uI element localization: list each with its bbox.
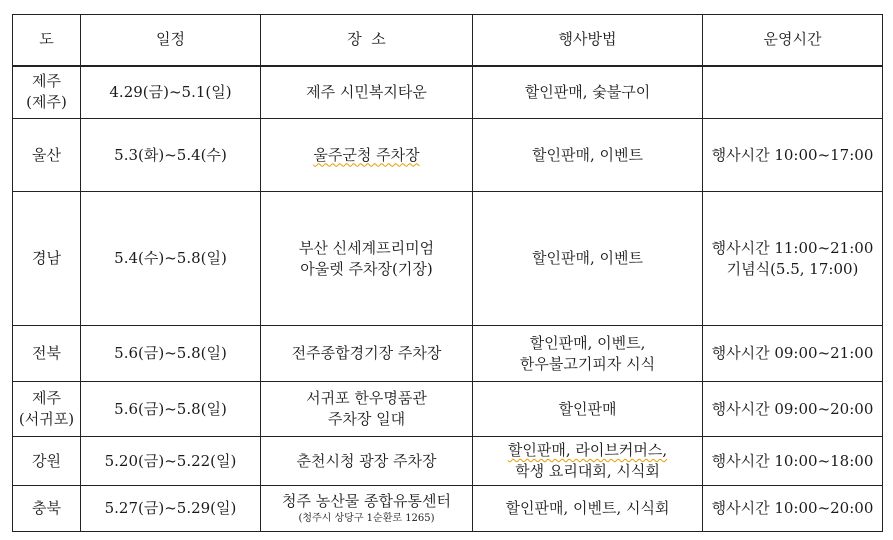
table-row xyxy=(13,192,883,326)
method-cell: 할인판매, 라이브커머스, 학생 요리대회, 시식회 xyxy=(473,437,703,486)
place-cell: 울주군청 주차장 xyxy=(261,119,473,192)
schedule-cell: 4.29(금)~5.1(일) xyxy=(81,66,261,119)
schedule-cell: 5.4(수)~5.8(일) xyxy=(81,192,261,326)
header-schedule: 일정 xyxy=(81,15,261,66)
hours-cell: 행사시간 09:00~20:00 xyxy=(703,382,883,437)
region-cell: 충북 xyxy=(13,486,81,532)
schedule-cell: 5.20(금)~5.22(일) xyxy=(81,437,261,486)
method-cell: 할인판매 xyxy=(473,382,703,437)
region-cell: 강원 xyxy=(13,437,81,486)
table-row xyxy=(13,437,883,486)
place-cell: 서귀포 한우명품관 주차장 일대 xyxy=(261,382,473,437)
schedule-cell: 5.3(화)~5.4(수) xyxy=(81,119,261,192)
region-cell: 전북 xyxy=(13,326,81,382)
region-cell: 제주 (제주) xyxy=(13,66,81,119)
schedule-cell: 5.6(금)~5.8(일) xyxy=(81,326,261,382)
method-cell: 할인판매, 이벤트, 시식회 xyxy=(473,486,703,532)
header-row xyxy=(13,15,883,66)
place-cell: 춘천시청 광장 주차장 xyxy=(261,437,473,486)
region-cell: 울산 xyxy=(13,119,81,192)
method-cell: 할인판매, 이벤트, 한우불고기피자 시식 xyxy=(473,326,703,382)
place-cell: 전주종합경기장 주차장 xyxy=(261,326,473,382)
hours-cell: 행사시간 11:00~21:00 기념식(5.5, 17:00) xyxy=(703,192,883,326)
header-hours: 운영시간 xyxy=(703,15,883,66)
header-region: 도 xyxy=(13,15,81,66)
hours-cell: 행사시간 10:00~20:00 xyxy=(703,486,883,532)
method-cell: 할인판매, 이벤트 xyxy=(473,192,703,326)
hours-cell: 행사시간 10:00~17:00 xyxy=(703,119,883,192)
hours-cell: 행사시간 09:00~21:00 xyxy=(703,326,883,382)
place-cell: 청주 농산물 종합유통센터 (청주시 상당구 1순환로 1265) xyxy=(261,486,473,532)
schedule-cell: 5.6(금)~5.8(일) xyxy=(81,382,261,437)
schedule-cell: 5.27(금)~5.29(일) xyxy=(81,486,261,532)
table-row xyxy=(13,486,883,532)
header-place: 장 소 xyxy=(261,15,473,66)
place-cell: 제주 시민복지타운 xyxy=(261,66,473,119)
place-address-note: (청주시 상당구 1순환로 1265) xyxy=(298,513,435,524)
table-row xyxy=(13,382,883,437)
region-cell: 제주 (서귀포) xyxy=(13,382,81,437)
table-row xyxy=(13,119,883,192)
method-cell: 할인판매, 숯불구이 xyxy=(473,66,703,119)
header-method: 행사방법 xyxy=(473,15,703,66)
place-cell: 부산 신세계프리미엄 아울렛 주차장(기장) xyxy=(261,192,473,326)
table-row xyxy=(13,66,883,119)
hours-cell: 행사시간 10:00~18:00 xyxy=(703,437,883,486)
method-cell: 할인판매, 이벤트 xyxy=(473,119,703,192)
region-cell: 경남 xyxy=(13,192,81,326)
event-schedule-table xyxy=(12,14,883,532)
table-row xyxy=(13,326,883,382)
hours-cell xyxy=(703,66,883,119)
